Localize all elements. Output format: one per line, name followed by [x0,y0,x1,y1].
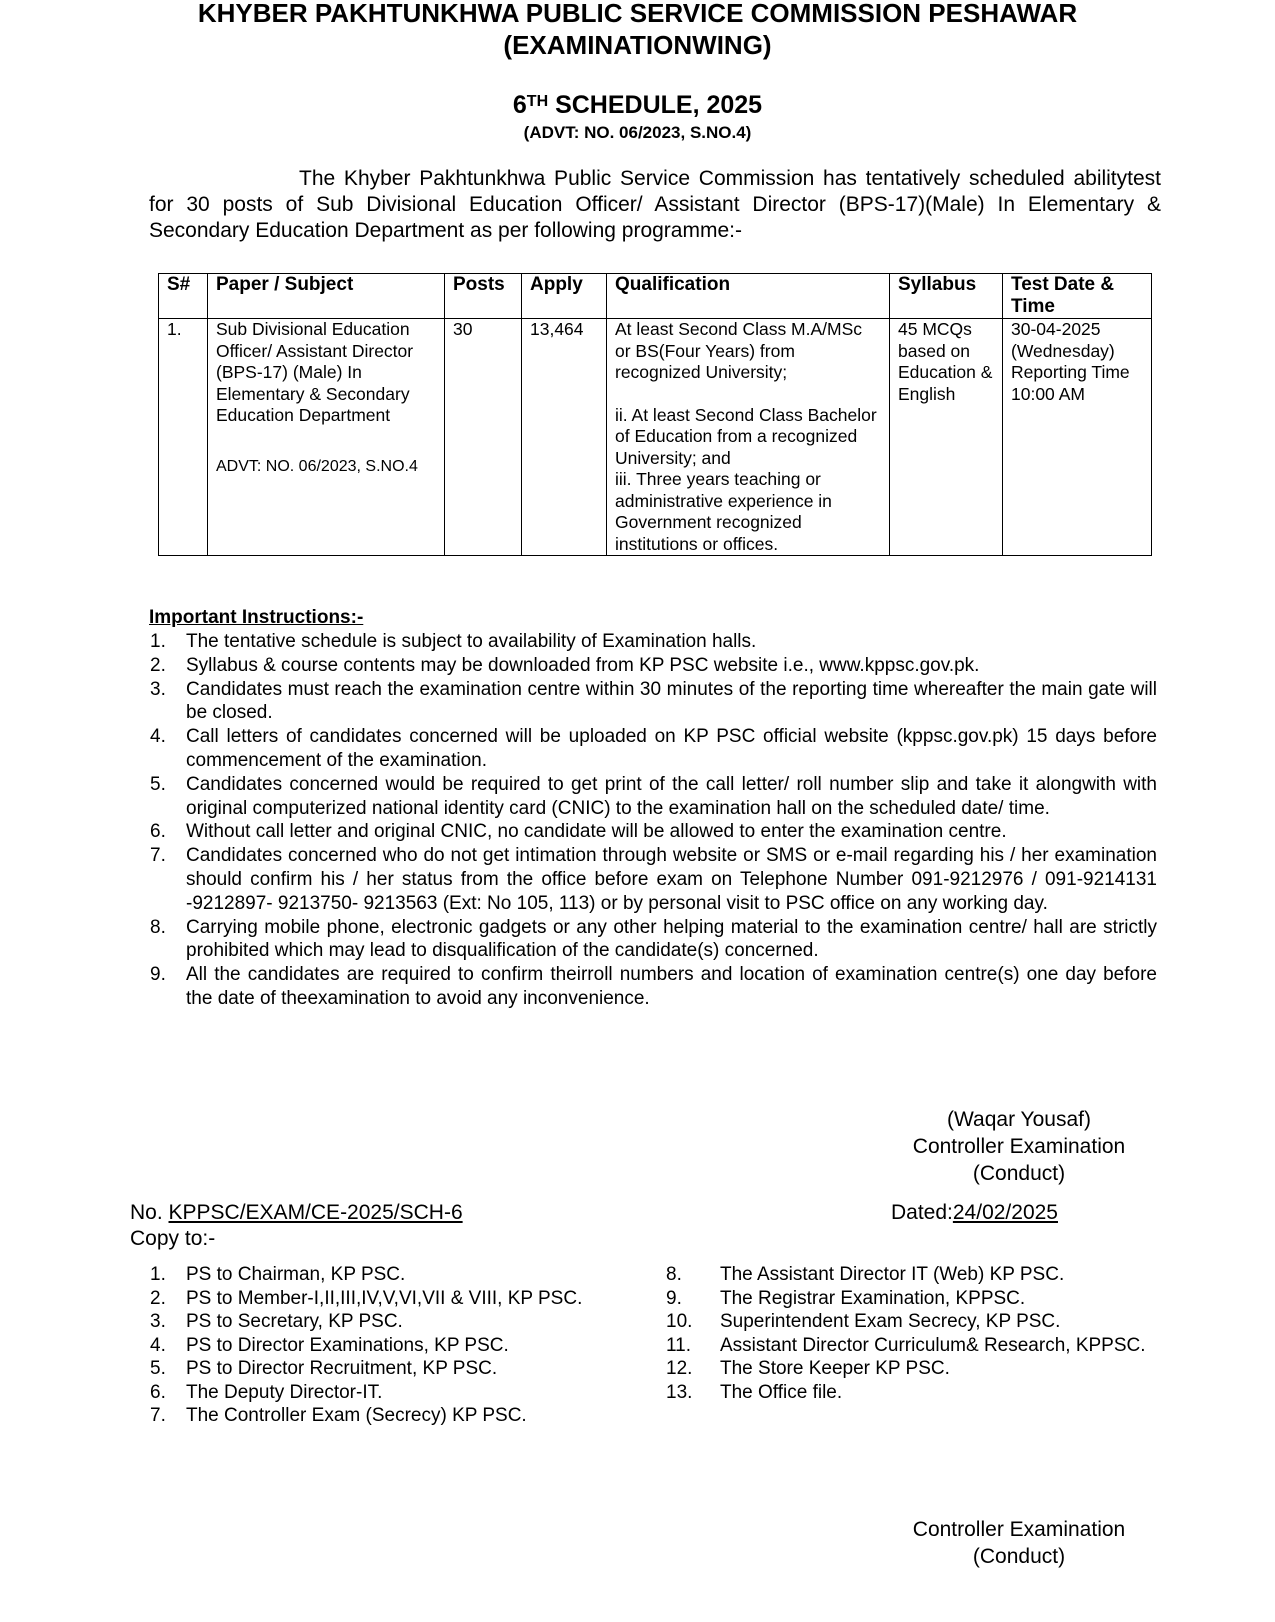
copy-list-right [666,1263,1146,1404]
col-header-qualification: Qualification [607,274,890,319]
list-item: 13. The Office file. [666,1381,843,1403]
schedule-ordinal: TH [526,93,549,110]
document-subtitle: (EXAMINATIONWING) [503,30,772,60]
signatory-name: (Waqar Yousaf) [947,1108,1091,1131]
cell-test-date [1003,319,1152,556]
document-title: KHYBER PAKHTUNKHWA PUBLIC SERVICE COMMISSION PESHAWAR [197,0,1078,28]
col-header-test-date: Test Date & Time [1003,274,1152,319]
copy-to-heading: Copy to:- [130,1227,216,1250]
paper-title: Sub Divisional Education Officer/ Assistant Director (BPS-17) (Male) In Elementary & Secondary Education Department [216,319,414,425]
list-item: 3. Candidates must reach the examination centre within 30 minutes of the reporting time whereafter the main gate will be closed. [150,678,1157,724]
list-item: 3. PS to Secretary, KP PSC. [150,1311,403,1332]
paper-advt: ADVT: NO. 06/2023, S.NO.4 [216,457,418,475]
cell-sn: 1. [159,319,208,556]
reporting-label: Reporting Time [1011,362,1130,382]
list-item: 2. PS to Member-I,II,III,IV,V,VI,VII & VIII, KP PSC. [150,1287,583,1309]
test-day: (Wednesday) [1011,340,1115,361]
signatory-designation: Controller Examination [912,1135,1126,1158]
schedule-number: 6 [512,91,527,119]
cell-apply: 13,464 [522,319,607,556]
test-date: 30-04-2025 [1011,319,1101,339]
list-item: 8. Carrying mobile phone, electronic gadgets or any other helping material to the examination centre/ hall are strictly prohibited which may lead to disqualification of the candidate(s) concerned. [150,916,1157,962]
footer-signature-block [899,1516,1139,1570]
list-item: 4. PS to Director Examinations, KP PSC. [150,1334,509,1356]
intro-paragraph: The Khyber Pakhtunkhwa Public Service Commission has tentatively scheduled abilitytest for 30 posts of Sub Divisional Education Officer/ Assistant Director (BPS-17)(Male) In Elementary & Secondary Education Department as per following programme:- [149,167,1161,242]
col-header-syllabus: Syllabus [890,274,1003,319]
list-item: 4. Call letters of candidates concerned will be uploaded on KP PSC official website (kppsc.gov.pk) 15 days before commencement of the examination. [150,726,1157,771]
reference-number-value: KPPSC/EXAM/CE-2025/SCH-6 [168,1201,463,1224]
footer-wing: (Conduct) [972,1545,1066,1568]
cell-posts: 30 [445,319,522,556]
col-header-sn: S# [159,274,208,319]
list-item: 11. Assistant Director Curriculum& Research, KPPSC. [666,1334,1146,1356]
list-item: 1. The tentative schedule is subject to availability of Examination halls. [150,631,757,652]
table-header-row [159,274,1152,319]
list-item: 1. PS to Chairman, KP PSC. [150,1264,406,1285]
cell-qualification [607,319,890,556]
list-item: 5. Candidates concerned would be required to get print of the call letter/ roll number slip and take it alongwith with original computerized national identity card (CNIC) to the examination hall on the scheduled date/ time. [150,773,1157,819]
footer-designation: Controller Examination [912,1518,1126,1541]
list-item: 8. The Assistant Director IT (Web) KP PSC. [666,1264,1065,1285]
reference-date-value: 24/02/2025 [952,1201,1058,1224]
list-item: 2. Syllabus & course contents may be downloaded from KP PSC website i.e., www.kppsc.gov.pk. [150,654,980,676]
col-header-posts: Posts [445,274,522,319]
schedule-label: SCHEDULE, 2025 [548,91,763,119]
reference-date: Dated:24/02/2025 [891,1201,1058,1224]
col-header-paper: Paper / Subject [208,274,445,319]
table-row [159,319,1152,556]
list-item: 12. The Store Keeper KP PSC. [666,1358,950,1379]
list-item: 6. Without call letter and original CNIC, no candidate will be allowed to enter the examination centre. [150,821,1007,843]
list-item: 9. All the candidates are required to confirm theirroll numbers and location of examination centre(s) one day before the date of theexamination to avoid any inconvenience. [150,964,1157,1009]
list-item: 7. Candidates concerned who do not get intimation through website or SMS or e-mail regarding his / her examination should confirm his / her status from the office before exam on Telephone Number 091-9212976 / 091-9214131 -9212897- 9213750- 9213563 (Ext: No 105, 113) or by personal visit to PSC office on any working day. [150,845,1157,914]
list-item: 10. Superintendent Exam Secrecy, KP PSC. [666,1311,1061,1332]
qualification-3: iii. Three years teaching or administrative experience in Government recognized institutions or offices. [615,469,832,554]
schedule-heading [0,90,1275,120]
list-item: 5. PS to Director Recruitment, KP PSC. [150,1358,498,1379]
advt-reference: (ADVT: NO. 06/2023, S.NO.4) [523,123,752,142]
col-header-apply: Apply [522,274,607,319]
qualification-1: At least Second Class M.A/MSc or BS(Four Years) from recognized University; [615,319,863,382]
signatory-wing: (Conduct) [972,1162,1066,1185]
list-item: 9. The Registrar Examination, KPPSC. [666,1287,1026,1309]
instructions-heading: Important Instructions:- [149,607,364,628]
schedule-table [158,273,1152,556]
cell-syllabus: 45 MCQs based on Education & English [890,319,1003,556]
qualification-2: ii. At least Second Class Bachelor of Education from a recognized University; and [615,404,877,468]
copy-list-left [149,1263,582,1428]
reference-number: No. KPPSC/EXAM/CE-2025/SCH-6 [130,1201,463,1224]
cell-paper [208,319,445,556]
list-item: 7. The Controller Exam (Secrecy) KP PSC. [150,1405,527,1426]
list-item: 6. The Deputy Director-IT. [150,1381,383,1403]
instructions-list [149,630,1157,1011]
reporting-time: 10:00 AM [1011,383,1085,404]
signature-block [899,1106,1139,1187]
